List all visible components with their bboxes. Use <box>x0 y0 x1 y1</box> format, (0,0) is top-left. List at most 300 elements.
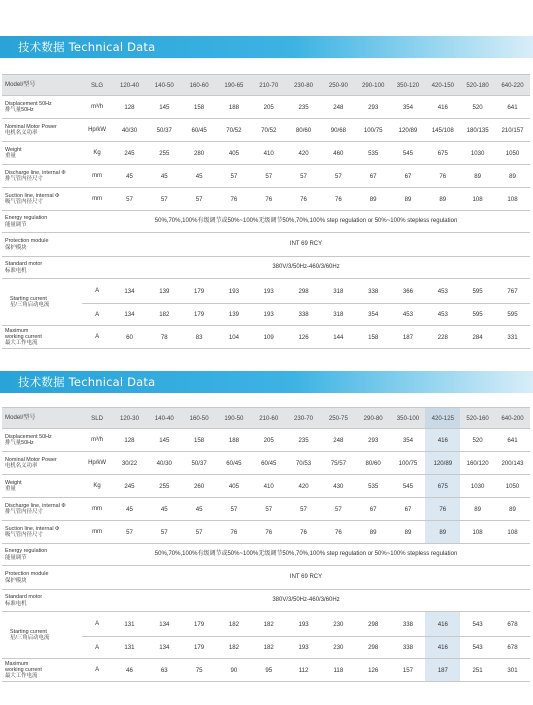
value-cell: 95 <box>251 659 286 682</box>
row-label-cn: 星/三角启动电流 <box>10 302 50 308</box>
value-cell: 134 <box>112 304 147 326</box>
value-cell: 90 <box>217 659 252 682</box>
header-model: 190-50 <box>217 408 252 429</box>
section-title-bar-1 <box>0 36 533 58</box>
value-cell: 63 <box>147 659 182 682</box>
value-cell: 405 <box>217 142 252 165</box>
value-cell: 80/60 <box>286 119 321 142</box>
value-cell: 70/52 <box>217 119 252 142</box>
value-cell: 76 <box>425 498 460 521</box>
value-cell: 187 <box>425 659 460 682</box>
value-cell: 50/37 <box>182 452 217 475</box>
value-cell: 70/52 <box>251 119 286 142</box>
row-label-motor_power <box>2 119 82 142</box>
value-cell: 453 <box>425 279 460 304</box>
value-cell: 280 <box>182 142 217 165</box>
value-cell: 76 <box>425 165 460 188</box>
row-label-motor <box>2 257 82 279</box>
value-cell: 595 <box>460 304 495 326</box>
value-cell: 180/135 <box>460 119 495 142</box>
section-title-2: 技术数据 Technical Data <box>18 375 156 389</box>
row-label-cn: 排气管内径尺寸 <box>5 509 43 515</box>
value-cell: 301 <box>495 659 530 682</box>
value-cell: 89 <box>391 521 426 544</box>
row-label-cn: 吸气管内径尺寸 <box>5 532 43 538</box>
value-cell: 416 <box>425 612 460 637</box>
header-model: 230-80 <box>286 75 321 96</box>
energy-line-en: 50%,70%,100% step regulation or 50%~100% stepless regulation <box>282 218 458 224</box>
value-cell: 89 <box>391 188 426 211</box>
row-label-en: Discharge line, internal Φ <box>5 169 66 176</box>
value-cell: 293 <box>356 96 391 119</box>
unit-cell: Kg <box>82 475 112 498</box>
value-cell: 67 <box>391 165 426 188</box>
value-cell: 89 <box>356 188 391 211</box>
value-cell: 210/157 <box>495 119 530 142</box>
row-label-en: Weight <box>5 146 22 153</box>
value-cell: 57 <box>147 521 182 544</box>
row-label-starting <box>2 612 82 659</box>
row-label-cn: 能量调节 <box>5 221 27 228</box>
value-cell: 57 <box>217 165 252 188</box>
table-row <box>2 498 530 521</box>
value-cell: 57 <box>321 498 356 521</box>
value-cell: 108 <box>460 521 495 544</box>
value-cell: 179 <box>182 279 217 304</box>
value-cell: 120/89 <box>391 119 426 142</box>
value-cell: 205 <box>251 96 286 119</box>
row-label-en: Starting current <box>10 295 47 302</box>
value-cell: 75 <box>182 659 217 682</box>
header-model: 290-80 <box>356 408 391 429</box>
table-row <box>2 326 530 349</box>
value-cell: 50/37 <box>147 119 182 142</box>
value-cell: 45 <box>112 498 147 521</box>
header-model: 250-75 <box>321 408 356 429</box>
row-label-en: Starting current <box>10 628 47 635</box>
value-cell: 57 <box>286 498 321 521</box>
energy-line-cn: 50%,70%,100%有级调节或50%~100%无级调节 <box>154 218 283 224</box>
table-row <box>2 521 530 544</box>
header-model: 520-160 <box>460 408 495 429</box>
value-cell: 230 <box>321 637 356 659</box>
value-cell: 405 <box>217 475 252 498</box>
value-cell: 139 <box>217 304 252 326</box>
value-cell: 158 <box>182 429 217 452</box>
value-cell: 298 <box>286 279 321 304</box>
value-cell: 293 <box>356 429 391 452</box>
row-label-cn: 电机名义功率 <box>5 130 38 136</box>
row-label-cn: 排气量50Hz <box>5 440 34 446</box>
header-model: 350-100 <box>391 408 426 429</box>
value-cell: 131 <box>112 612 147 637</box>
value-cell: 139 <box>147 279 182 304</box>
value-cell: 89 <box>425 521 460 544</box>
row-label-cn: 最大工作电流 <box>5 673 38 680</box>
row-label-cn: 重量 <box>5 153 16 159</box>
value-cell: 30/22 <box>112 452 147 475</box>
value-cell: 298 <box>356 612 391 637</box>
value-cell: 193 <box>251 304 286 326</box>
row-label-en: Energy regulation <box>5 215 48 222</box>
row-label-weight <box>2 475 82 498</box>
spec-table-sld <box>2 407 530 682</box>
value-cell: 76 <box>321 521 356 544</box>
value-cell: 338 <box>391 637 426 659</box>
value-cell: 46 <box>112 659 147 682</box>
value-cell: 76 <box>286 188 321 211</box>
header-model: 420-125 <box>425 408 460 429</box>
table-row <box>2 429 530 452</box>
value-cell: 57 <box>112 521 147 544</box>
row-label-max-current <box>2 326 82 349</box>
row-label-en: Discharge line, internal Φ <box>5 502 66 509</box>
value-cell: 188 <box>217 96 252 119</box>
table-row <box>2 612 530 637</box>
value-cell: 520 <box>460 96 495 119</box>
value-cell: 57 <box>147 188 182 211</box>
value-cell: 245 <box>112 475 147 498</box>
value-cell: 453 <box>425 304 460 326</box>
row-label-en: Weight <box>5 479 22 486</box>
value-cell: 245 <box>112 142 147 165</box>
energy-line-cn: 50%,70%,100%有级调节或50%~100%无级调节 <box>154 551 283 557</box>
row-label-en: Protection module <box>5 238 49 245</box>
value-cell: 100/75 <box>356 119 391 142</box>
value-cell: 78 <box>147 326 182 349</box>
section-title-bar-2 <box>0 371 533 393</box>
row-label-en: Suction line, internal Φ <box>5 525 60 532</box>
unit-cell: Hp/kW <box>82 119 112 142</box>
value-cell: 60/45 <box>182 119 217 142</box>
value-cell: 45 <box>147 498 182 521</box>
row-label-en: Maximum <box>5 660 29 667</box>
value-cell: 60 <box>112 326 147 349</box>
value-cell: 128 <box>112 96 147 119</box>
value-cell: 57 <box>182 188 217 211</box>
row-label-discharge <box>2 165 82 188</box>
table-row <box>2 590 530 612</box>
table-row <box>2 566 530 590</box>
value-cell: 145/108 <box>425 119 460 142</box>
value-cell: 134 <box>112 279 147 304</box>
table-row <box>2 659 530 682</box>
table-row <box>2 475 530 498</box>
unit-cell: A <box>82 326 112 349</box>
value-cell: 158 <box>356 326 391 349</box>
value-cell: 1050 <box>495 142 530 165</box>
value-cell: 545 <box>391 475 426 498</box>
value-cell: 45 <box>112 165 147 188</box>
value-cell: 57 <box>321 165 356 188</box>
header-model: 120-30 <box>112 408 147 429</box>
row-label-en: Maximum <box>5 327 29 334</box>
value-cell: 228 <box>425 326 460 349</box>
value-cell: 1030 <box>460 142 495 165</box>
value-cell: 89 <box>425 188 460 211</box>
value-cell: 366 <box>391 279 426 304</box>
value-cell: 338 <box>286 304 321 326</box>
value-cell: 112 <box>286 659 321 682</box>
value-cell: 134 <box>147 637 182 659</box>
value-cell: 255 <box>147 142 182 165</box>
value-cell: 641 <box>495 96 530 119</box>
value-cell: 182 <box>217 612 252 637</box>
row-label-en: Suction line, internal Φ <box>5 192 60 199</box>
value-cell: 416 <box>425 429 460 452</box>
value-cell: 255 <box>147 475 182 498</box>
table-row <box>2 279 530 304</box>
table-row <box>2 165 530 188</box>
value-cell: 187 <box>391 326 426 349</box>
row-label-en: Nominal Motor Power <box>5 456 57 463</box>
unit-cell: mm <box>82 188 112 211</box>
row-label-en: Protection module <box>5 571 49 578</box>
table-row <box>2 257 530 279</box>
standard-motor-value: 380V/3/50Hz-460/3/60Hz <box>82 590 530 612</box>
value-cell: 57 <box>112 188 147 211</box>
row-label-energy <box>2 544 82 566</box>
value-cell: 108 <box>495 188 530 211</box>
table-row <box>2 452 530 475</box>
row-label-suction <box>2 188 82 211</box>
value-cell: 193 <box>217 279 252 304</box>
value-cell: 89 <box>495 165 530 188</box>
value-cell: 416 <box>425 96 460 119</box>
unit-cell: m³/h <box>82 429 112 452</box>
row-label-en: Energy regulation <box>5 548 48 555</box>
header-model: 250-90 <box>321 75 356 96</box>
header-series: SLG <box>82 75 112 96</box>
table-row <box>2 119 530 142</box>
row-label-cn: 吸气管内径尺寸 <box>5 199 43 205</box>
row-label-en: Nominal Motor Power <box>5 123 57 130</box>
value-cell: 67 <box>356 165 391 188</box>
value-cell: 641 <box>495 429 530 452</box>
value-cell: 145 <box>147 96 182 119</box>
value-cell: 535 <box>356 475 391 498</box>
row-label-motor <box>2 590 82 612</box>
row-label-cn: 排气管内径尺寸 <box>5 176 43 182</box>
value-cell: 118 <box>321 659 356 682</box>
value-cell: 354 <box>391 429 426 452</box>
table-row <box>2 142 530 165</box>
value-cell: 235 <box>286 429 321 452</box>
value-cell: 128 <box>112 429 147 452</box>
unit-cell: A <box>82 612 112 637</box>
row-label-cn: 排气量50Hz <box>5 107 34 113</box>
value-cell: 145 <box>147 429 182 452</box>
value-cell: 158 <box>182 96 217 119</box>
header-model: 140-40 <box>147 408 182 429</box>
energy-line-en: 50%,70%,100% step regulation or 50%~100% stepless regulation <box>282 551 458 557</box>
header-model: 290-100 <box>356 75 391 96</box>
value-cell: 157 <box>391 659 426 682</box>
value-cell: 60/45 <box>217 452 252 475</box>
value-cell: 57 <box>217 498 252 521</box>
row-label-max-current <box>2 659 82 682</box>
value-cell: 70/53 <box>286 452 321 475</box>
value-cell: 67 <box>391 498 426 521</box>
row-label-energy <box>2 211 82 233</box>
value-cell: 675 <box>425 475 460 498</box>
value-cell: 60/45 <box>251 452 286 475</box>
header-model: 230-70 <box>286 408 321 429</box>
value-cell: 543 <box>460 637 495 659</box>
value-cell: 453 <box>391 304 426 326</box>
value-cell: 76 <box>217 521 252 544</box>
header-model-label: Model/型号 <box>2 408 82 429</box>
row-label-cn: 标准电机 <box>5 267 27 274</box>
value-cell: 545 <box>391 142 426 165</box>
table-row <box>2 544 530 566</box>
value-cell: 144 <box>321 326 356 349</box>
row-label-cn: 标准电机 <box>5 600 27 607</box>
row-label-cn: 重量 <box>5 486 16 492</box>
value-cell: 338 <box>356 279 391 304</box>
value-cell: 182 <box>251 612 286 637</box>
row-label-cn: 最大工作电流 <box>5 340 38 347</box>
value-cell: 76 <box>251 188 286 211</box>
value-cell: 40/30 <box>147 452 182 475</box>
value-cell: 182 <box>251 637 286 659</box>
row-label-en: Displacement 50Hz <box>5 433 52 440</box>
value-cell: 298 <box>356 637 391 659</box>
header-model: 210-60 <box>251 408 286 429</box>
row-label-motor_power <box>2 452 82 475</box>
value-cell: 410 <box>251 475 286 498</box>
value-cell: 767 <box>495 279 530 304</box>
value-cell: 109 <box>251 326 286 349</box>
value-cell: 416 <box>425 637 460 659</box>
value-cell: 80/60 <box>356 452 391 475</box>
row-label-cn: 保护模块 <box>5 577 27 584</box>
row-label-en: Displacement 50Hz <box>5 100 52 107</box>
row-label-en: Standard motor <box>5 594 43 601</box>
row-label-protection <box>2 233 82 257</box>
value-cell: 83 <box>182 326 217 349</box>
value-cell: 1030 <box>460 475 495 498</box>
row-label-cn: 电机名义功率 <box>5 463 38 469</box>
standard-motor-value: 380V/3/50Hz-460/3/60Hz <box>82 257 530 279</box>
table-row <box>2 233 530 257</box>
header-model: 160-60 <box>182 75 217 96</box>
value-cell: 338 <box>391 612 426 637</box>
value-cell: 104 <box>217 326 252 349</box>
row-label-cn: 星/三角启动电流 <box>10 635 50 641</box>
protection-module-value: INT 69 RCY <box>82 233 530 257</box>
value-cell: 179 <box>182 612 217 637</box>
value-cell: 45 <box>182 165 217 188</box>
value-cell: 430 <box>321 475 356 498</box>
row-label-en: working current <box>5 333 42 340</box>
value-cell: 460 <box>321 142 356 165</box>
unit-cell: A <box>82 659 112 682</box>
value-cell: 543 <box>460 612 495 637</box>
unit-cell: Kg <box>82 142 112 165</box>
protection-module-value: INT 69 RCY <box>82 566 530 590</box>
value-cell: 248 <box>321 429 356 452</box>
unit-cell: mm <box>82 521 112 544</box>
value-cell: 89 <box>460 165 495 188</box>
value-cell: 67 <box>356 498 391 521</box>
unit-cell: A <box>82 304 112 326</box>
value-cell: 126 <box>356 659 391 682</box>
unit-cell: A <box>82 637 112 659</box>
value-cell: 108 <box>495 521 530 544</box>
row-label-displacement <box>2 429 82 452</box>
value-cell: 678 <box>495 637 530 659</box>
table-row <box>2 304 530 326</box>
value-cell: 76 <box>286 521 321 544</box>
value-cell: 200/143 <box>495 452 530 475</box>
value-cell: 205 <box>251 429 286 452</box>
value-cell: 193 <box>251 279 286 304</box>
value-cell: 182 <box>217 637 252 659</box>
header-model: 520-180 <box>460 75 495 96</box>
value-cell: 318 <box>321 304 356 326</box>
value-cell: 420 <box>286 475 321 498</box>
value-cell: 89 <box>460 498 495 521</box>
unit-cell: m³/h <box>82 96 112 119</box>
unit-cell: mm <box>82 165 112 188</box>
header-model: 350-120 <box>391 75 426 96</box>
value-cell: 182 <box>147 304 182 326</box>
unit-cell: mm <box>82 498 112 521</box>
row-label-cn: 能量调节 <box>5 554 27 561</box>
table-row <box>2 96 530 119</box>
table-row <box>2 637 530 659</box>
value-cell: 160/120 <box>460 452 495 475</box>
value-cell: 75/57 <box>321 452 356 475</box>
header-model: 640-220 <box>495 75 530 96</box>
value-cell: 1050 <box>495 475 530 498</box>
value-cell: 235 <box>286 96 321 119</box>
value-cell: 284 <box>460 326 495 349</box>
row-label-weight <box>2 142 82 165</box>
row-label-suction <box>2 521 82 544</box>
value-cell: 678 <box>495 612 530 637</box>
value-cell: 100/75 <box>391 452 426 475</box>
value-cell: 57 <box>182 521 217 544</box>
value-cell: 76 <box>251 521 286 544</box>
value-cell: 40/30 <box>112 119 147 142</box>
header-model: 190-65 <box>217 75 252 96</box>
value-cell: 251 <box>460 659 495 682</box>
unit-cell: A <box>82 279 112 304</box>
value-cell: 179 <box>182 637 217 659</box>
value-cell: 248 <box>321 96 356 119</box>
value-cell: 331 <box>495 326 530 349</box>
value-cell: 89 <box>495 498 530 521</box>
value-cell: 420 <box>286 142 321 165</box>
value-cell: 354 <box>391 96 426 119</box>
value-cell: 120/89 <box>425 452 460 475</box>
value-cell: 595 <box>495 304 530 326</box>
header-model: 640-200 <box>495 408 530 429</box>
table-row <box>2 188 530 211</box>
value-cell: 126 <box>286 326 321 349</box>
row-label-en: working current <box>5 666 42 673</box>
row-label-discharge <box>2 498 82 521</box>
energy-regulation-value <box>82 211 530 233</box>
row-label-cn: 保护模块 <box>5 244 27 251</box>
header-series: SLD <box>82 408 112 429</box>
value-cell: 410 <box>251 142 286 165</box>
header-model: 120-40 <box>112 75 147 96</box>
value-cell: 134 <box>147 612 182 637</box>
value-cell: 675 <box>425 142 460 165</box>
